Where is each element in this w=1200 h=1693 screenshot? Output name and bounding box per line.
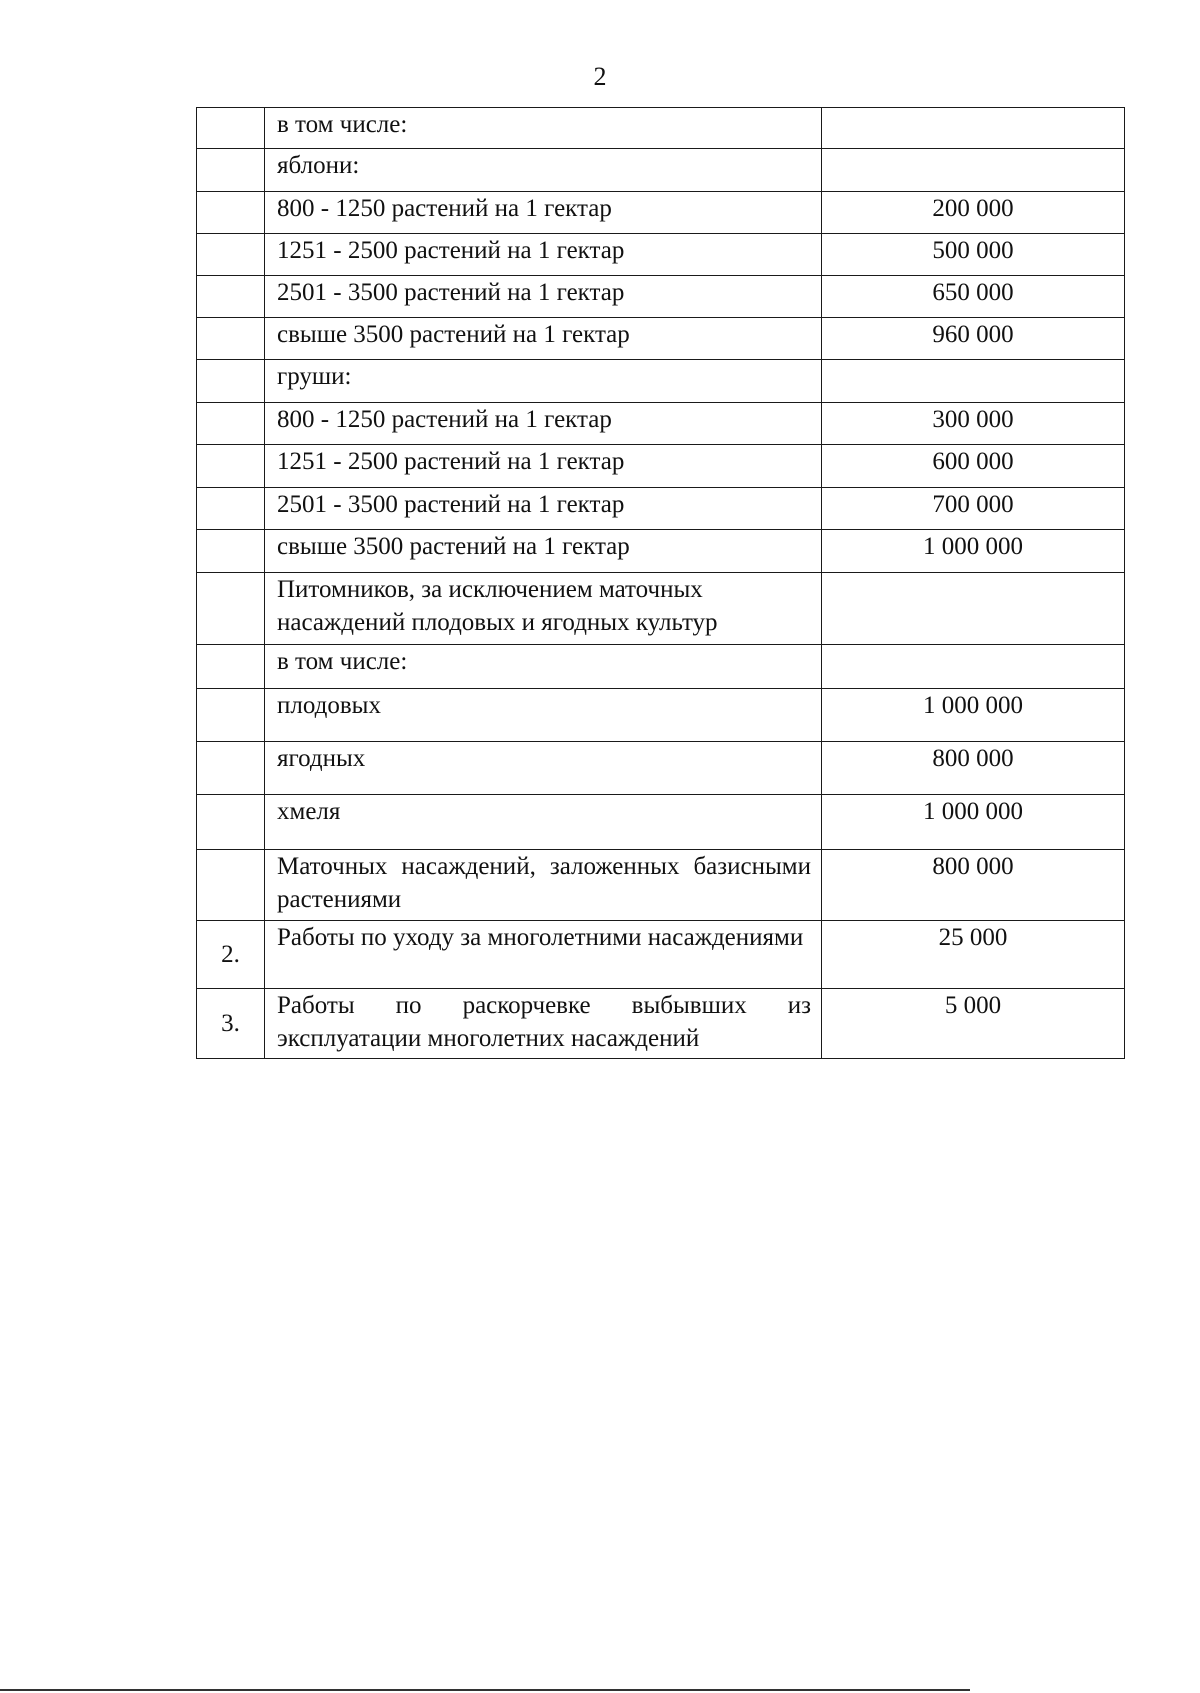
table-row bbox=[197, 403, 1125, 445]
table-row bbox=[197, 149, 1125, 192]
row-value-cell bbox=[822, 360, 1125, 403]
row-name-cell: 1251 - 2500 растений на 1 гектар bbox=[265, 234, 822, 276]
row-name-cell: свыше 3500 растений на 1 гектар bbox=[265, 530, 822, 573]
row-number-cell bbox=[197, 192, 265, 234]
table-row bbox=[197, 360, 1125, 403]
row-name-cell: ягодных bbox=[265, 742, 822, 795]
table-row bbox=[197, 850, 1125, 921]
row-name-cell: в том числе: bbox=[265, 645, 822, 689]
row-value-cell: 200 000 bbox=[822, 192, 1125, 234]
row-number-cell bbox=[197, 149, 265, 192]
row-name-cell: 800 - 1250 растений на 1 гектар bbox=[265, 403, 822, 445]
row-value-cell: 600 000 bbox=[822, 445, 1125, 488]
table-row bbox=[197, 742, 1125, 795]
row-name-cell: яблони: bbox=[265, 149, 822, 192]
row-value-cell: 1 000 000 bbox=[822, 689, 1125, 742]
table-row bbox=[197, 645, 1125, 689]
table-row bbox=[197, 921, 1125, 989]
row-number-cell bbox=[197, 276, 265, 318]
row-name-cell: свыше 3500 растений на 1 гектар bbox=[265, 318, 822, 360]
table-row bbox=[197, 192, 1125, 234]
subsidy-rates-table bbox=[196, 107, 1125, 1059]
row-value-cell: 500 000 bbox=[822, 234, 1125, 276]
row-number-cell bbox=[197, 795, 265, 850]
table-row bbox=[197, 689, 1125, 742]
row-value-cell: 1 000 000 bbox=[822, 530, 1125, 573]
row-name-cell: Работы по уходу за многолетними насаждениями bbox=[265, 921, 822, 989]
row-name-cell: Работы по раскорчевке выбывших из эксплуатации многолетних насаждений bbox=[265, 989, 822, 1059]
row-number-cell bbox=[197, 645, 265, 689]
page-bottom-rule bbox=[0, 1689, 970, 1691]
row-name-cell: 2501 - 3500 растений на 1 гектар bbox=[265, 276, 822, 318]
row-name-cell: в том числе: bbox=[265, 108, 822, 149]
row-number-cell bbox=[197, 850, 265, 921]
row-number-cell bbox=[197, 742, 265, 795]
row-value-cell: 800 000 bbox=[822, 850, 1125, 921]
row-name-cell: Питомников, за исключением маточных насаждений плодовых и ягодных культур bbox=[265, 573, 822, 645]
row-number-cell: 3. bbox=[197, 989, 265, 1059]
table-row bbox=[197, 530, 1125, 573]
page-number: 2 bbox=[593, 62, 607, 91]
table-row bbox=[197, 234, 1125, 276]
row-number-cell: 2. bbox=[197, 921, 265, 989]
row-number-cell bbox=[197, 360, 265, 403]
row-number-cell bbox=[197, 234, 265, 276]
table-row bbox=[197, 108, 1125, 149]
row-name-cell: 2501 - 3500 растений на 1 гектар bbox=[265, 488, 822, 530]
table-row bbox=[197, 276, 1125, 318]
row-name-cell: 1251 - 2500 растений на 1 гектар bbox=[265, 445, 822, 488]
table-row bbox=[197, 573, 1125, 645]
row-name-cell: плодовых bbox=[265, 689, 822, 742]
row-number-cell bbox=[197, 573, 265, 645]
row-number-cell bbox=[197, 445, 265, 488]
row-name-cell: груши: bbox=[265, 360, 822, 403]
row-value-cell: 800 000 bbox=[822, 742, 1125, 795]
row-value-cell: 300 000 bbox=[822, 403, 1125, 445]
row-number-cell bbox=[197, 318, 265, 360]
table-row bbox=[197, 488, 1125, 530]
row-number-cell bbox=[197, 108, 265, 149]
row-number-cell bbox=[197, 530, 265, 573]
row-number-cell bbox=[197, 403, 265, 445]
row-value-cell bbox=[822, 108, 1125, 149]
row-value-cell bbox=[822, 645, 1125, 689]
row-value-cell bbox=[822, 573, 1125, 645]
table-row bbox=[197, 989, 1125, 1059]
row-value-cell: 5 000 bbox=[822, 989, 1125, 1059]
table-row bbox=[197, 318, 1125, 360]
table-row bbox=[197, 795, 1125, 850]
row-value-cell bbox=[822, 149, 1125, 192]
row-name-cell: Маточных насаждений, заложенных базисными растениями bbox=[265, 850, 822, 921]
row-name-cell: хмеля bbox=[265, 795, 822, 850]
row-name-cell: 800 - 1250 растений на 1 гектар bbox=[265, 192, 822, 234]
row-number-cell bbox=[197, 488, 265, 530]
row-number-cell bbox=[197, 689, 265, 742]
row-value-cell: 1 000 000 bbox=[822, 795, 1125, 850]
row-value-cell: 960 000 bbox=[822, 318, 1125, 360]
row-value-cell: 700 000 bbox=[822, 488, 1125, 530]
table-row bbox=[197, 445, 1125, 488]
row-value-cell: 25 000 bbox=[822, 921, 1125, 989]
row-value-cell: 650 000 bbox=[822, 276, 1125, 318]
